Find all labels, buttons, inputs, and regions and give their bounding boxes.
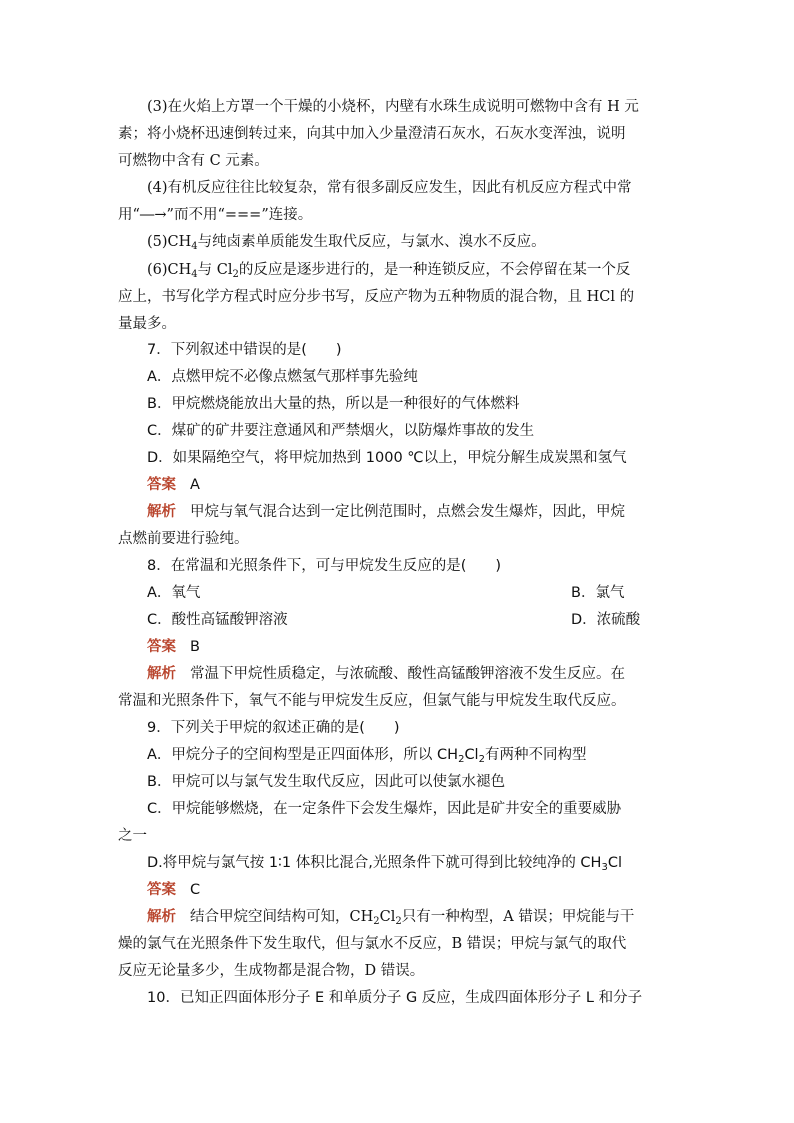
explanation-6-line-1 <box>147 256 678 284</box>
subscript: 2 <box>232 269 239 280</box>
subscript: 2 <box>458 754 465 765</box>
question-7-analysis-line-2: 点燃前要进行验纯。 <box>118 531 249 547</box>
question-9-answer <box>147 876 678 904</box>
question-8-answer <box>147 633 678 661</box>
explanation-3-line-2: 素；将小烧杯迅速倒转过来，向其中加入少量澄清石灰水，石灰水变浑浊，说明 <box>118 126 626 142</box>
analysis-text: 甲烷与氧气混合达到一定比例范围时，点燃会发生爆炸，因此，甲烷 <box>190 504 625 520</box>
answer-value: B <box>190 639 200 655</box>
answer-label: 答案 <box>147 477 176 493</box>
subscript: 2 <box>395 916 402 927</box>
question-9-stem: 9．下列关于甲烷的叙述正确的是( ) <box>147 720 400 736</box>
explanation-3-line-1: (3)在火焰上方罩一个干燥的小烧杯，内壁有水珠生成说明可燃物中含有 H 元 <box>147 99 639 115</box>
answer-label: 答案 <box>147 882 176 898</box>
analysis-label: 解析 <box>147 504 176 520</box>
explanation-4-line-1: (4)有机反应往往比较复杂，常有很多副反应发生，因此有机反应方程式中常 <box>147 180 632 196</box>
explanation-6-line-3: 量最多。 <box>118 316 176 332</box>
question-8-options-row-1 <box>147 579 678 607</box>
question-7-answer <box>147 471 678 499</box>
analysis-text: 常温下甲烷性质稳定，与浓硫酸、酸性高锰酸钾溶液不发生反应。在 <box>190 666 625 682</box>
analysis-text: 只有一种构型，A 错误；甲烷能与干 <box>401 909 635 925</box>
question-10-stem: 10．已知正四面体形分子 E 和单质分子 G 反应，生成四面体形分子 L 和分子 <box>147 990 643 1006</box>
subscript: 3 <box>601 862 608 873</box>
question-9-analysis-line-1 <box>147 903 678 931</box>
explanation-3-line-3: 可燃物中含有 C 元素。 <box>118 153 269 169</box>
question-9-option-c-line-2: 之一 <box>118 828 147 844</box>
explanation-4-line-2: 用“―→”而不用“===”连接。 <box>118 207 313 223</box>
question-7-stem: 7．下列叙述中错误的是( ) <box>147 342 342 358</box>
question-8-option-c: C．酸性高锰酸钾溶液 <box>147 612 288 628</box>
question-9-option-d <box>147 849 678 877</box>
question-8-option-a: A．氧气 <box>147 585 201 601</box>
question-9-analysis-line-2: 燥的氯气在光照条件下发生取代，但与氯水不反应，B 错误；甲烷与氯气的取代 <box>118 936 627 952</box>
explanation-5-part: 与纯卤素单质能发生取代反应，与氯水、溴水不反应。 <box>197 234 546 250</box>
analysis-label: 解析 <box>147 666 176 682</box>
option-text: Cl <box>464 747 479 763</box>
question-7-option-a: A．点燃甲烷不必像点燃氢气那样事先验纯 <box>147 369 418 385</box>
explanation-6-line-2: 应上，书写化学方程式时应分步书写，反应产物为五种物质的混合物，且 HCl 的 <box>118 289 635 305</box>
answer-value: C <box>190 882 201 898</box>
explanation-6-part: 与 Cl <box>197 262 233 278</box>
explanation-6-part: 的反应是逐步进行的，是一种连锁反应，不会停留在某一个反 <box>238 262 631 278</box>
analysis-label: 解析 <box>147 909 176 925</box>
question-8-option-b: B．氯气 <box>571 585 625 601</box>
question-8-analysis-line-2: 常温和光照条件下，氧气不能与甲烷发生反应，但氯气能与甲烷发生取代反应。 <box>118 693 626 709</box>
question-8-options-row-2 <box>147 606 678 634</box>
analysis-text: Cl <box>379 909 396 925</box>
option-text: Cl <box>607 855 622 871</box>
question-7-option-d: D．如果隔绝空气，将甲烷加热到 1000 ℃以上，甲烷分解生成炭黑和氢气 <box>147 450 627 466</box>
option-text: D.将甲烷与氯气按 1∶1 体积比混合,光照条件下就可得到比较纯净的 CH <box>147 855 602 871</box>
explanation-5 <box>147 228 678 256</box>
subscript: 2 <box>478 754 485 765</box>
explanation-5-part: (5)CH <box>147 234 192 250</box>
subscript: 4 <box>191 241 198 252</box>
question-9-option-a <box>147 741 678 769</box>
answer-value: A <box>190 477 200 493</box>
question-7-option-c: C．煤矿的矿井要注意通风和严禁烟火，以防爆炸事故的发生 <box>147 423 535 439</box>
question-9-analysis-line-3: 反应无论量多少，生成物都是混合物，D 错误。 <box>118 963 425 979</box>
answer-label: 答案 <box>147 639 176 655</box>
option-text: A．甲烷分子的空间构型是正四面体形，所以 CH <box>147 747 459 763</box>
question-8-stem: 8．在常温和光照条件下，可与甲烷发生反应的是( ) <box>147 558 502 574</box>
analysis-text: 结合甲烷空间结构可知，CH <box>190 909 374 925</box>
option-text: 有两种不同构型 <box>484 747 587 763</box>
question-8-option-d: D．浓硫酸 <box>571 612 641 628</box>
explanation-6-part: (6)CH <box>147 262 192 278</box>
question-7-option-b: B．甲烷燃烧能放出大量的热，所以是一种很好的气体燃料 <box>147 396 520 412</box>
question-9-option-b: B．甲烷可以与氯气发生取代反应，因此可以使氯水褪色 <box>147 774 505 790</box>
subscript: 4 <box>191 269 198 280</box>
question-8-analysis-line-1 <box>147 660 678 688</box>
question-7-analysis-line-1 <box>147 498 678 526</box>
question-9-option-c-line-1: C．甲烷能够燃烧，在一定条件下会发生爆炸，因此是矿井安全的重要威胁 <box>147 801 622 817</box>
subscript: 2 <box>373 916 380 927</box>
